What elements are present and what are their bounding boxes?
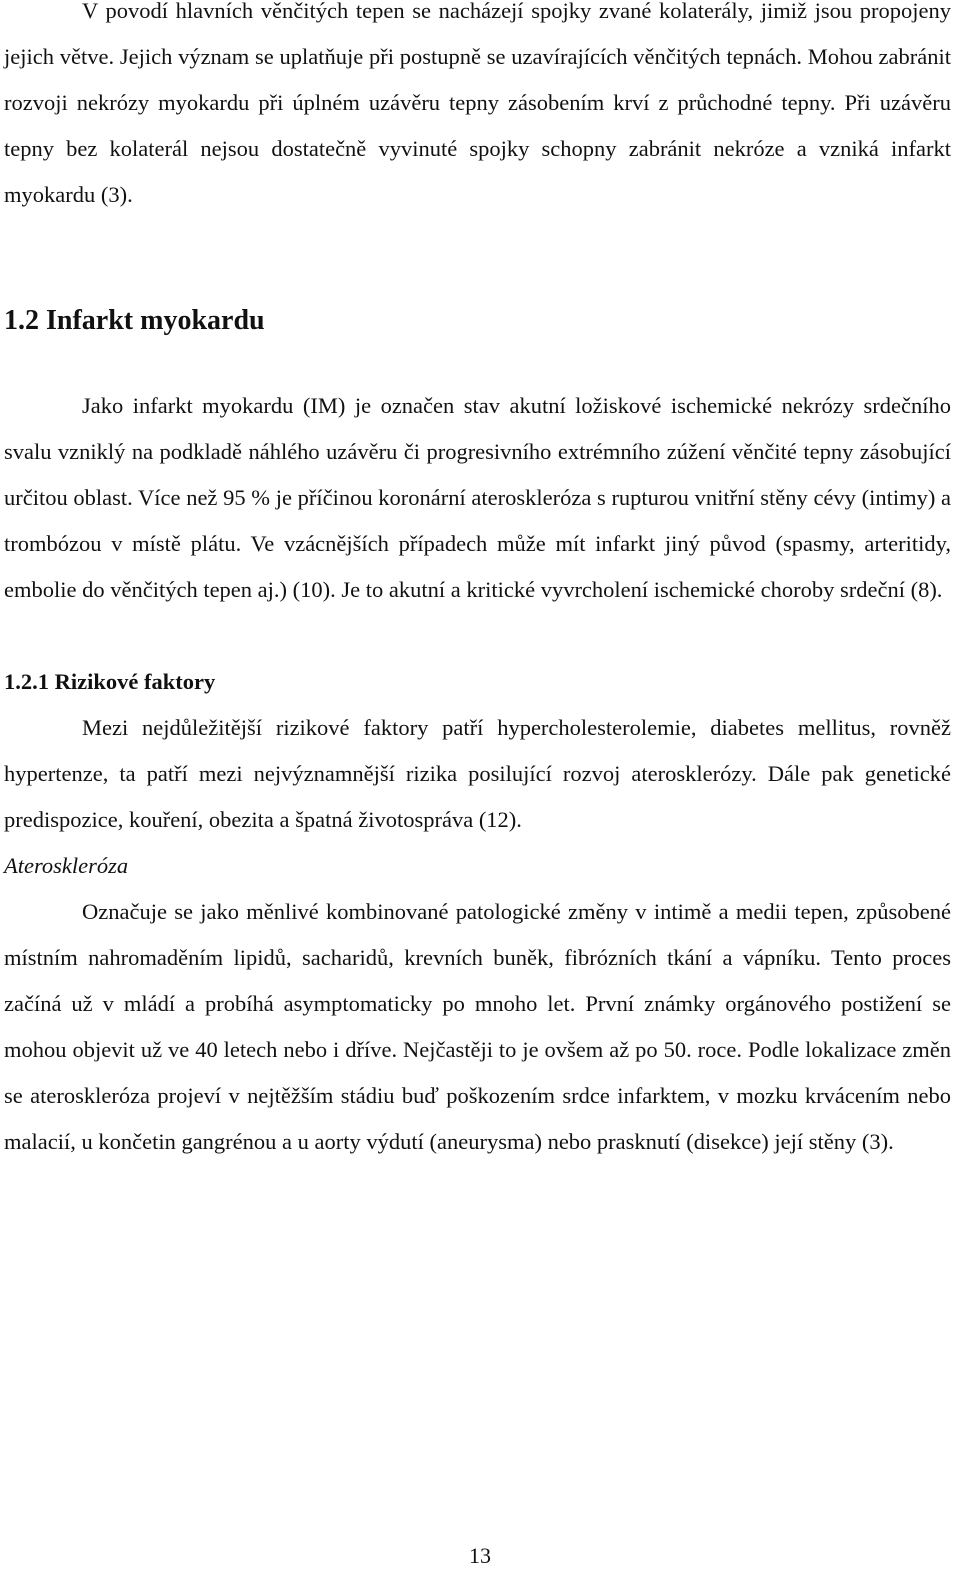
document-page: [4, 0, 951, 1165]
intro-paragraph: V povodí hlavních věnčitých tepen se nacházejí spojky zvané kolaterály, jimiž jsou propojeny jejich větve. Jejich význam se uplatňuje při postupně se uzavírajících věnčitých tepnách. Mohou zabránit rozvoji nekrózy myokardu při úplném uzávěru tepny zásobením krví z průchodné tepny. Při uzávěru tepny bez kolaterál nejsou dostatečně vyvinuté spojky schopny zabránit nekróze a vzniká infarkt myokardu (3).: [4, 0, 951, 207]
ateroskleroza-subheading: Ateroskleróza: [4, 853, 129, 878]
infarkt-paragraph: Jako infarkt myokardu (IM) je označen stav akutní ložiskové ischemické nekrózy srdečního svalu vzniklý na podkladě náhlého uzávěru či progresivního extrémního zúžení věnčité tepny zásobující určitou oblast. Více než 95 % je příčinou koronární ateroskleróza s rupturou vnitřní stěny cévy (intimy) a trombózou v místě plátu. Ve vzácnějších případech může mít infarkt jiný původ (spasmy, arteritidy, embolie do věnčitých tepen aj.) (10). Je to akutní a kritické vyvrcholení ischemické choroby srdeční (8).: [4, 393, 951, 602]
ateroskleroza-paragraph: Označuje se jako měnlivé kombinované patologické změny v intimě a medii tepen, způsobené místním nahromaděním lipidů, sacharidů, krevních buněk, fibrózních tkání a vápníku. Tento proces začíná už v mládí a probíhá asymptomaticky po mnoho let. První známky orgánového postižení se mohou objevit už ve 40 letech nebo i dříve. Nejčastěji to je ovšem až po 50. roce. Podle lokalizace změn se ateroskleróza projeví v nejtěžším stádiu buď poškozením srdce infarktem, v mozku krvácením nebo malacií, u končetin gangrénou a u aorty výdutí (aneurysma) nebo prasknutí (disekce) její stěny (3).: [4, 899, 951, 1154]
subsection-heading-rizikove-faktory: 1.2.1 Rizikové faktory: [4, 669, 216, 694]
rizikove-faktory-paragraph: Mezi nejdůležitější rizikové faktory patří hypercholesterolemie, diabetes mellitus, rovněž hypertenze, ta patří mezi nejvýznamnější rizika posilující rozvoj aterosklerózy. Dále pak genetické predispozice, kouření, obezita a špatná životospráva (12).: [4, 715, 951, 832]
section-heading-infarkt-myokardu: 1.2 Infarkt myokardu: [4, 305, 265, 336]
page-number: 13: [469, 1543, 491, 1568]
